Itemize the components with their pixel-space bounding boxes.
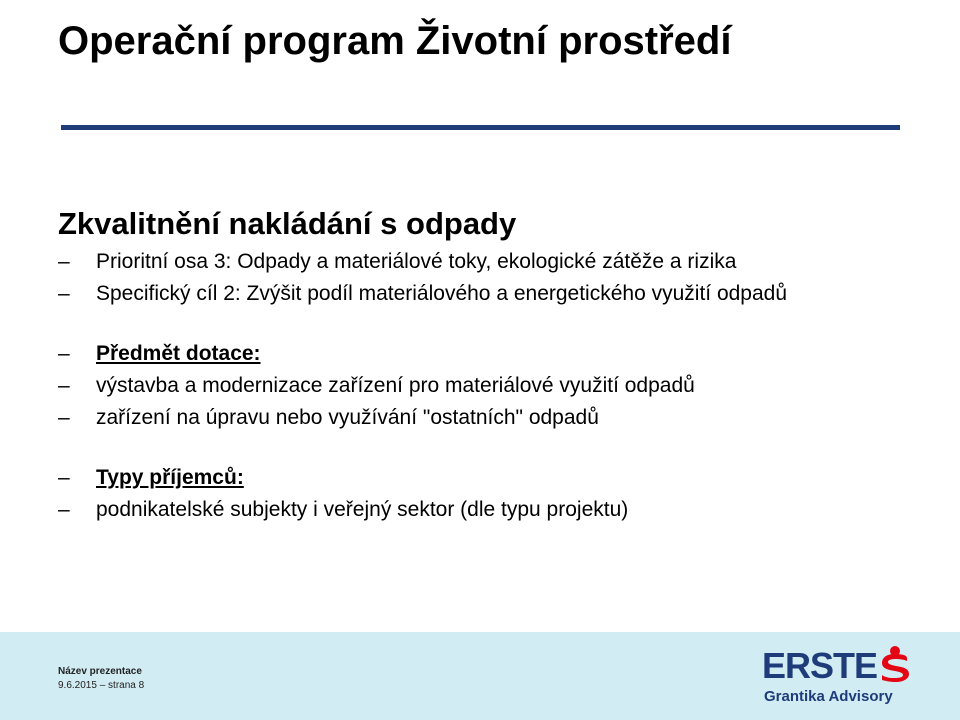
- list-item: [58, 462, 918, 494]
- list-item: [58, 402, 918, 434]
- section-heading: Zkvalitnění nakládání s odpady: [58, 206, 517, 241]
- presentation-name: Název prezentace: [58, 666, 142, 677]
- bullet-dash: –: [58, 466, 70, 489]
- list-item: [58, 338, 918, 370]
- bullet-dash: –: [58, 374, 70, 397]
- bullet-text: zařízení na úpravu nebo využívání "ostatních" odpadů: [96, 406, 599, 429]
- subject-heading: Předmět dotace:: [96, 342, 261, 365]
- bullet-text: výstavba a modernizace zařízení pro materiálové využití odpadů: [96, 374, 695, 397]
- bullet-dash: –: [58, 498, 70, 521]
- bullet-dash: –: [58, 406, 70, 429]
- title-divider: [61, 125, 900, 130]
- list-item: [58, 278, 918, 310]
- bullet-text: Prioritní osa 3: Odpady a materiálové toky, ekologické zátěže a rizika: [96, 250, 737, 273]
- list-spacer: [58, 434, 918, 462]
- erste-s-icon: [877, 646, 913, 682]
- list-item: [58, 494, 918, 526]
- bullet-dash: –: [58, 250, 70, 273]
- bullet-dash: –: [58, 342, 70, 365]
- list-item: [58, 246, 918, 278]
- logo-wordmark: ERSTE: [762, 645, 878, 686]
- bullet-dash: –: [58, 282, 70, 305]
- date-page: 9.6.2015 – strana 8: [58, 680, 145, 691]
- list-spacer: [58, 310, 918, 338]
- recipients-heading: Typy příjemců:: [96, 466, 244, 489]
- bullet-text: Specifický cíl 2: Zvýšit podíl materiálového a energetického využití odpadů: [96, 282, 788, 305]
- footer-bar: [0, 632, 960, 720]
- logo-subtitle: Grantika Advisory: [764, 688, 893, 705]
- slide-title: Operační program Životní prostředí: [58, 19, 732, 63]
- list-item: [58, 370, 918, 402]
- bullet-list: [58, 246, 918, 526]
- bullet-text: podnikatelské subjekty i veřejný sektor (dle typu projektu): [96, 498, 629, 521]
